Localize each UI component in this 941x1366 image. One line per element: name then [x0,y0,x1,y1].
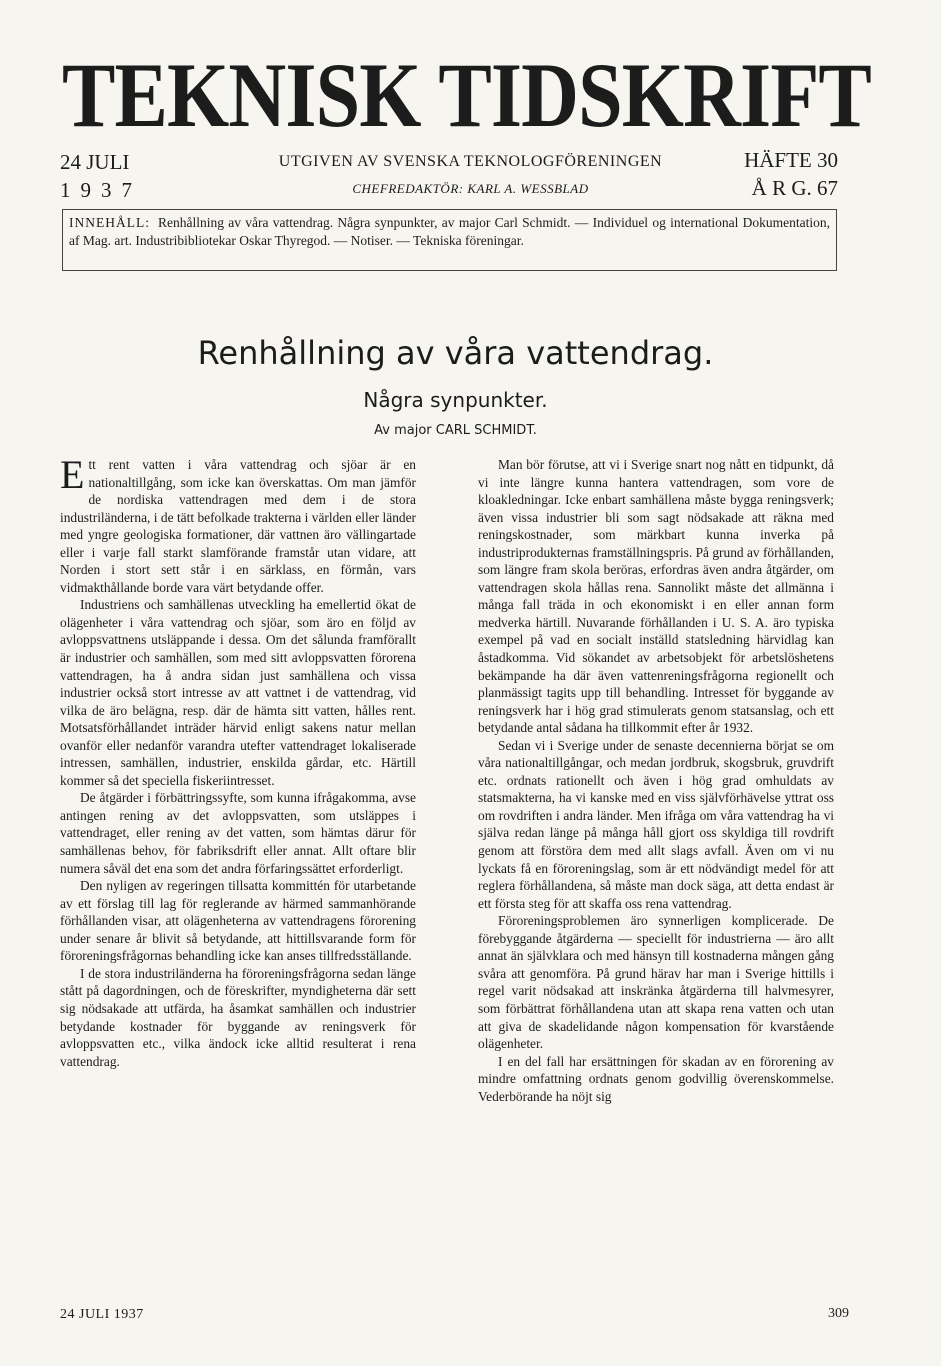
paragraph: I en del fall har ersättningen för skadan av en förorening av mindre omfattning ordnats genom godvillig överenskommelse. Vederbörande ha nöjt sig [478,1053,834,1104]
editor-line: CHEFREDAKTÖR: KARL A. WESSBLAD [352,181,589,196]
issue-number: HÄFTE 30 [744,148,838,172]
article-column-right [478,456,834,1105]
issue-date: 24 JULI [60,150,130,174]
toc-label: INNEHÅLL: [69,215,150,230]
footer-date: 24 JULI 1937 [60,1307,144,1322]
paragraph: Den nyligen av regeringen tillsatta kommittén för utarbetande av ett förslag till lag för reglerande av härmed sammanhörande förhållanden visar, att olägenheterna av vattendragens förorening under senare år blivit så betydande, att hittillsvarande form för föroreningsfrågornas behandling icke kan anses tillfredsställande. [60,878,416,964]
paragraph: Ett rent vatten i våra vattendrag och sjöar är en nationaltillgång, som icke kan överskattas. Om man jämför de nordiska vattendragen med dem i de stora industriländerna, i de tätt befolkade trakterna i världen eller länder med yngre geologiska formationer, där vattnen äro vällingartade eller i varje fall starkt slamförande framstår utan vidare, att Norden i stort sett står i en särklass, en förmån, vars vidmakthållande borde vara värt betydande offer. [60,452,416,595]
masthead-title: TEKNISK TIDSKRIFT [62,44,871,146]
publisher-line: UTGIVEN AV SVENSKA TEKNOLOGFÖRENINGEN [278,153,663,170]
issue-year: 1937 [60,178,142,202]
toc-text: Renhållning av våra vattendrag. Några synpunkter, av major Carl Schmidt. — Individuel og international Dokumentation, af Mag. art. Industribibliotekar Oskar Thyregod. — Notiser. — Tekniska föreningar. [69,215,830,248]
article-title: Renhållning av våra vattendrag. [197,334,714,372]
paragraph: Föroreningsproblemen äro synnerligen komplicerade. De förebyggande åtgärderna — speciellt för industrierna — äro allt annat än självklara och med hänsyn till kostnaderna mången gång svåra att genomföra. På grund härav har man i Sverige hittills i regel varit nödsakad att inskränka åtgärderna till halvmesyrer, som förbättrat förhållandena utan att skapa rena vatten och utan att giva de skadelidande någon kompensation för kvarstående olägenheter. [478,913,834,1052]
drop-cap: E [60,452,85,497]
volume-number: Å R G. 67 [751,176,838,200]
article-subtitle: Några synpunkter. [363,388,548,412]
table-of-contents [62,209,837,271]
article-column-left [60,452,416,1070]
article-author: Av major CARL SCHMIDT. [374,423,537,438]
paragraph: Industriens och samhällenas utveckling ha emellertid ökat de olägenheter i våra vattendrag och sjöar, som äro en följd av avloppsvattnens utsläppande i dessa. Om det sålunda framförallt är industrier och samhällen, som med sitt avloppsvatten förorena vattendragen, ha å andra sidan just samhällena och vissa industrier också stort intresse av att vattnet i de vattendrag, vid vilka de äro belägna, resp. där de hämta sitt vatten, hålles rent. Motsatsförhållandet inträder härvid enligt sakens natur mellan ovanför eller nedanför varandra utefter vattendraget lokaliserade intressen, samhällen, industrier, enskilda gårdar, etc. Härtill kommer så det speciella fiskeriintresset. [60,597,416,788]
paragraph: I de stora industriländerna ha föroreningsfrågorna sedan länge stått på dagordningen, och de föreskrifter, myndigheterna där sett sig nödsakade att utfärda, ha åsamkat samhällen och industrier betydande kostnader för byggande av reningsverk för avloppsvatten etc., vilka ändock icke alltid resulterat i rena vattendrag. [60,965,416,1069]
paragraph: De åtgärder i förbättringssyfte, som kunna ifrågakomma, avse antingen rening av det avloppsvatten, som utsläppes i vattendraget, eller rening av det vatten, som hämtas därur för samhällenas behov, för fabriksdrift eller annat. Allt oftare blir numera såväl det ena som det andra förfaringssättet erforderligt. [60,790,416,876]
paragraph: Man bör förutse, att vi i Sverige snart nog nått en tidpunkt, då vi inte längre kunna hantera vattendragen, som vore de kloakledningar. Icke enbart samhällena måste bygga reningsverk; även vissa industrier bli som sagt nödsakade att räkna med reningskostnader, som märkbart kunna inverka på industriprodukternas framställningspris. På grund av förhållanden, som längre fram skola beröras, erfordras även andra åtgärder, om vattendragen skola hållas rena. Sannolikt måste det allmänna i många fall träda in och ekonomiskt i en eller annan form medverka härtill. Nuvarande förhållanden i U. S. A. äro typiska exempel på vad en socialt inställd statsledning härvidlag kan åstadkomma. Vid sökandet av arbetsobjekt för arbetslöshetens bekämpande ha där även vattenreningsfrågorna regionellt och planmässigt tagits upp till behandling. Intresset för byggande av reningsverk har i hög grad stimulerats genom statsanslag, och ett betydande antal sådana ha tillkommit efter år 1932. [478,457,834,736]
paragraph: Sedan vi i Sverige under de senaste decennierna börjat se om våra nationaltillgångar, och medan jordbruk, skogsbruk, gruvdrift etc. ordnats rationellt och även i hög grad omhuldats av statsmakterna, ha vi kanske med en viss självförhävelse yttrat oss om rovdriften i andra länder. Men ifråga om våra vattendrag ha vi själva redan länge på många håll gjort oss skyldiga till rovdrift genom att förstöra dem med allt slags avfall. Även om vi nu lyckats få en föroreningslag, som är ett nödvändigt medel för att reglera förhållandena, så måste man dock säga, att detta endast är ett första steg för att skaffa oss rena vattendrag. [478,737,834,911]
page-number: 309 [828,1306,849,1321]
